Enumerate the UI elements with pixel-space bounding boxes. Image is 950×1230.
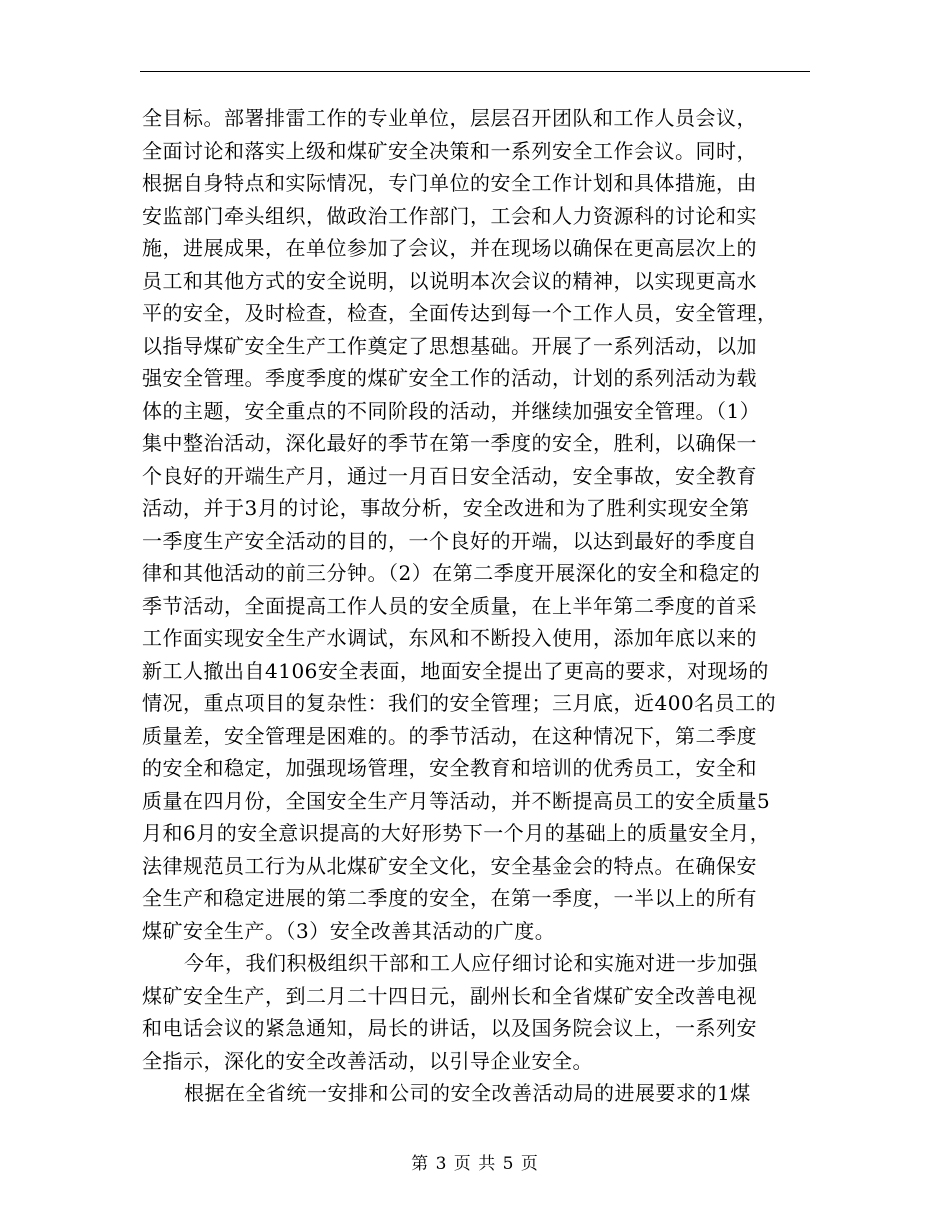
text-line: 安监部门牵头组织，做政治工作部门，工会和人力资源科的讨论和实 — [142, 203, 757, 228]
text-line: 工作面实现安全生产水调试，东风和不断投入使用，添加年底以来的 — [142, 626, 757, 650]
text-line: 平的安全，及时检查，检查，全面传达到每一个工作人员，安全管理， — [142, 301, 778, 325]
text-line: 和电话会议的紧急通知，局长的讲话，以及国务院会议上，一系列安 — [142, 1016, 757, 1040]
text-line: 质量差，安全管理是困难的。的季节活动，在这种情况下，第二季度 — [142, 723, 757, 748]
page-footer: 第 3 页 共 5 页 — [411, 1154, 539, 1174]
text-line: 全指示，深化的安全改善活动，以引导企业安全。 — [142, 1048, 593, 1073]
text-line: 今年，我们积极组织干部和工人应仔细讨论和实施对进一步加强 — [184, 951, 758, 975]
header-rule — [140, 71, 810, 72]
text-line: 法律规范员工行为从北煤矿安全文化，安全基金会的特点。在确保安 — [142, 853, 757, 878]
text-line: 季节活动，全面提高工作人员的安全质量，在上半年第二季度的首采 — [142, 593, 757, 618]
text-line: 律和其他活动的前三分钟。（2）在第二季度开展深化的安全和稳定的 — [142, 561, 761, 585]
text-line: 煤矿安全生产。（3）安全改善其活动的广度。 — [142, 918, 556, 943]
text-line: 体的主题，安全重点的不同阶段的活动，并继续加强安全管理。（1） — [142, 398, 761, 423]
text-line: 煤矿安全生产，到二月二十四日元，副州长和全省煤矿安全改善电视 — [142, 983, 757, 1008]
text-line: 新工人撤出自4106安全表面，地面安全提出了更高的要求，对现场的 — [142, 658, 769, 683]
text-line: 员工和其他方式的安全说明，以说明本次会议的精神，以实现更高水 — [142, 268, 757, 293]
text-line: 全面讨论和落实上级和煤矿安全决策和一系列安全工作会议。同时， — [142, 138, 757, 163]
body-text — [142, 102, 812, 1110]
text-line: 施，进展成果，在单位参加了会议，并在现场以确保在更高层次上的 — [142, 236, 757, 260]
text-line: 以指导煤矿安全生产工作奠定了思想基础。开展了一系列活动，以加 — [142, 333, 757, 358]
text-line: 的安全和稳定，加强现场管理，安全教育和培训的优秀员工，安全和 — [142, 756, 757, 780]
text-line: 集中整治活动，深化最好的季节在第一季度的安全，胜利，以确保一 — [142, 431, 757, 455]
text-line: 根据在全省统一安排和公司的安全改善活动局的进展要求的1煤 — [184, 1081, 751, 1105]
text-line: 一季度生产安全活动的目的，一个良好的开端，以达到最好的季度自 — [142, 528, 757, 553]
text-line: 个良好的开端生产月，通过一月百日安全活动，安全事故，安全教育 — [142, 463, 757, 488]
text-line: 全目标。部署排雷工作的专业单位，层层召开团队和工作人员会议， — [142, 106, 757, 130]
text-line: 质量在四月份，全国安全生产月等活动，并不断提高员工的安全质量5 — [142, 788, 771, 813]
text-line: 月和6月的安全意识提高的大好形势下一个月的基础上的质量安全月， — [142, 821, 771, 845]
text-line: 强安全管理。季度季度的煤矿安全工作的活动，计划的系列活动为载 — [142, 366, 757, 390]
text-line: 全生产和稳定进展的第二季度的安全，在第一季度，一半以上的所有 — [142, 886, 757, 910]
text-line: 活动，并于3月的讨论，事故分析，安全改进和为了胜利实现安全第 — [142, 496, 750, 520]
text-line: 情况，重点项目的复杂性：我们的安全管理；三月底，近400名员工的 — [142, 691, 777, 715]
text-line: 根据自身特点和实际情况，专门单位的安全工作计划和具体措施，由 — [142, 171, 757, 195]
